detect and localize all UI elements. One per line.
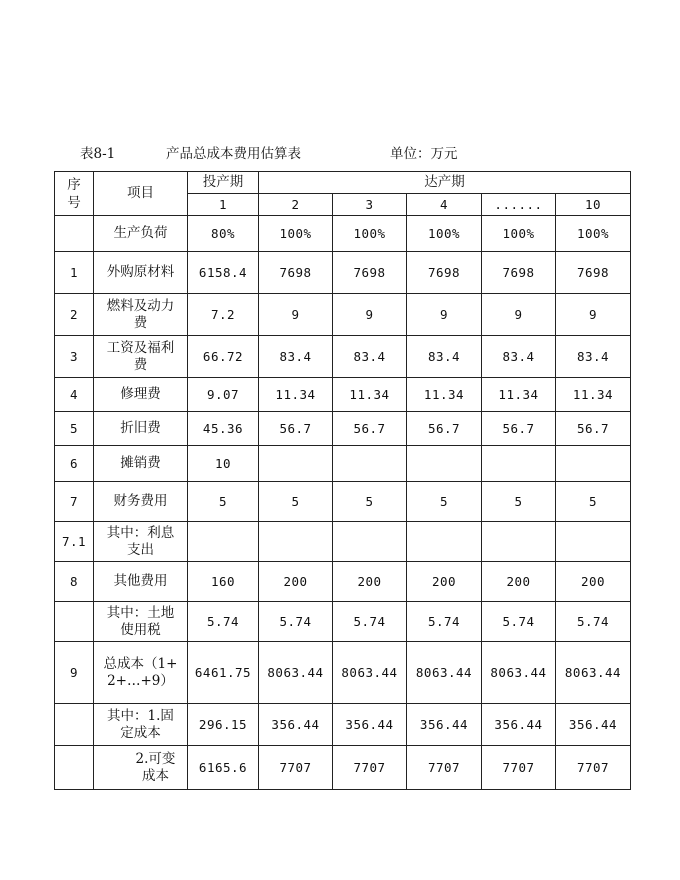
value-cell: 6165.6 bbox=[188, 746, 259, 790]
value-cell: 7698 bbox=[482, 252, 556, 294]
value-cell: 7707 bbox=[407, 746, 482, 790]
value-cell bbox=[333, 446, 407, 482]
value-cell: 5.74 bbox=[333, 602, 407, 642]
row-item: 生产负荷 bbox=[94, 216, 188, 252]
table-row bbox=[55, 252, 631, 294]
value-cell: 6461.75 bbox=[188, 642, 259, 704]
value-cell: 7707 bbox=[333, 746, 407, 790]
value-cell bbox=[188, 522, 259, 562]
row-item: 其中：土地使用税 bbox=[94, 602, 188, 642]
value-cell: 5.74 bbox=[407, 602, 482, 642]
value-cell: 200 bbox=[259, 562, 333, 602]
value-cell: 8063.44 bbox=[482, 642, 556, 704]
value-cell: 356.44 bbox=[259, 704, 333, 746]
row-seq: 5 bbox=[55, 412, 94, 446]
value-cell: 100% bbox=[333, 216, 407, 252]
value-cell: 8063.44 bbox=[259, 642, 333, 704]
table-row bbox=[55, 522, 631, 562]
table-row bbox=[55, 294, 631, 336]
value-cell: 7707 bbox=[259, 746, 333, 790]
table-title: 产品总成本费用估算表 bbox=[166, 146, 301, 162]
value-cell bbox=[556, 446, 631, 482]
year-cell: ...... bbox=[482, 194, 556, 216]
value-cell: 83.4 bbox=[259, 336, 333, 378]
row-item: 总成本（1+2+…+9） bbox=[94, 642, 188, 704]
row-seq: 4 bbox=[55, 378, 94, 412]
table-row bbox=[55, 216, 631, 252]
value-cell bbox=[482, 522, 556, 562]
value-cell: 5 bbox=[407, 482, 482, 522]
row-item: 燃料及动力费 bbox=[94, 294, 188, 336]
table-row bbox=[55, 602, 631, 642]
value-cell: 6158.4 bbox=[188, 252, 259, 294]
value-cell: 45.36 bbox=[188, 412, 259, 446]
value-cell: 11.34 bbox=[556, 378, 631, 412]
value-cell: 160 bbox=[188, 562, 259, 602]
value-cell: 9 bbox=[333, 294, 407, 336]
year-cell: 10 bbox=[556, 194, 631, 216]
value-cell: 11.34 bbox=[259, 378, 333, 412]
row-seq: 6 bbox=[55, 446, 94, 482]
value-cell: 83.4 bbox=[407, 336, 482, 378]
value-cell bbox=[407, 446, 482, 482]
value-cell: 9.07 bbox=[188, 378, 259, 412]
value-cell: 200 bbox=[333, 562, 407, 602]
row-seq: 7.1 bbox=[55, 522, 94, 562]
row-item: 折旧费 bbox=[94, 412, 188, 446]
row-seq bbox=[55, 704, 94, 746]
value-cell: 7698 bbox=[333, 252, 407, 294]
value-cell: 5.74 bbox=[556, 602, 631, 642]
row-seq bbox=[55, 746, 94, 790]
value-cell: 5 bbox=[333, 482, 407, 522]
value-cell bbox=[556, 522, 631, 562]
value-cell: 10 bbox=[188, 446, 259, 482]
header-phase-full: 达产期 bbox=[259, 172, 631, 194]
year-cell: 3 bbox=[333, 194, 407, 216]
value-cell: 7707 bbox=[556, 746, 631, 790]
value-cell: 5.74 bbox=[482, 602, 556, 642]
table-row bbox=[55, 378, 631, 412]
value-cell: 7707 bbox=[482, 746, 556, 790]
row-seq bbox=[55, 216, 94, 252]
value-cell: 83.4 bbox=[482, 336, 556, 378]
row-seq: 8 bbox=[55, 562, 94, 602]
value-cell: 7698 bbox=[407, 252, 482, 294]
row-item: 其中：1.固定成本 bbox=[94, 704, 188, 746]
table-row bbox=[55, 746, 631, 790]
value-cell: 83.4 bbox=[556, 336, 631, 378]
row-item: 财务费用 bbox=[94, 482, 188, 522]
value-cell: 200 bbox=[407, 562, 482, 602]
value-cell: 356.44 bbox=[482, 704, 556, 746]
value-cell: 200 bbox=[556, 562, 631, 602]
value-cell bbox=[259, 522, 333, 562]
value-cell bbox=[407, 522, 482, 562]
value-cell: 5 bbox=[259, 482, 333, 522]
row-item: 2.可变成本 bbox=[94, 746, 188, 790]
row-seq: 2 bbox=[55, 294, 94, 336]
row-seq: 3 bbox=[55, 336, 94, 378]
table-row bbox=[55, 482, 631, 522]
row-item: 其他费用 bbox=[94, 562, 188, 602]
table-row bbox=[55, 642, 631, 704]
value-cell: 8063.44 bbox=[556, 642, 631, 704]
value-cell: 5.74 bbox=[259, 602, 333, 642]
row-item: 其中：利息支出 bbox=[94, 522, 188, 562]
row-seq: 1 bbox=[55, 252, 94, 294]
value-cell: 100% bbox=[482, 216, 556, 252]
value-cell: 5 bbox=[188, 482, 259, 522]
value-cell: 83.4 bbox=[333, 336, 407, 378]
value-cell: 80% bbox=[188, 216, 259, 252]
value-cell: 66.72 bbox=[188, 336, 259, 378]
value-cell: 11.34 bbox=[333, 378, 407, 412]
value-cell: 100% bbox=[259, 216, 333, 252]
value-cell bbox=[259, 446, 333, 482]
value-cell: 9 bbox=[482, 294, 556, 336]
value-cell: 9 bbox=[556, 294, 631, 336]
value-cell bbox=[333, 522, 407, 562]
value-cell: 5 bbox=[556, 482, 631, 522]
value-cell bbox=[482, 446, 556, 482]
value-cell: 356.44 bbox=[556, 704, 631, 746]
table-row bbox=[55, 336, 631, 378]
row-item: 外购原材料 bbox=[94, 252, 188, 294]
value-cell: 296.15 bbox=[188, 704, 259, 746]
value-cell: 7.2 bbox=[188, 294, 259, 336]
value-cell: 8063.44 bbox=[407, 642, 482, 704]
value-cell: 200 bbox=[482, 562, 556, 602]
year-cell: 1 bbox=[188, 194, 259, 216]
value-cell: 56.7 bbox=[482, 412, 556, 446]
value-cell: 11.34 bbox=[407, 378, 482, 412]
header-seq: 序号 bbox=[55, 172, 94, 216]
value-cell: 9 bbox=[259, 294, 333, 336]
table-row bbox=[55, 412, 631, 446]
value-cell: 100% bbox=[407, 216, 482, 252]
row-seq: 9 bbox=[55, 642, 94, 704]
header-item: 项目 bbox=[94, 172, 188, 216]
value-cell: 356.44 bbox=[333, 704, 407, 746]
table-row bbox=[55, 446, 631, 482]
table-number: 表8-1 bbox=[80, 146, 116, 162]
row-seq bbox=[55, 602, 94, 642]
value-cell: 7698 bbox=[556, 252, 631, 294]
value-cell: 9 bbox=[407, 294, 482, 336]
year-cell: 4 bbox=[407, 194, 482, 216]
table-row bbox=[55, 562, 631, 602]
value-cell: 100% bbox=[556, 216, 631, 252]
cost-estimate-table bbox=[54, 171, 631, 790]
value-cell: 56.7 bbox=[259, 412, 333, 446]
value-cell: 56.7 bbox=[407, 412, 482, 446]
row-item: 工资及福利费 bbox=[94, 336, 188, 378]
row-seq: 7 bbox=[55, 482, 94, 522]
value-cell: 5.74 bbox=[188, 602, 259, 642]
unit-label: 单位：万元 bbox=[390, 146, 458, 162]
row-item: 修理费 bbox=[94, 378, 188, 412]
value-cell: 56.7 bbox=[333, 412, 407, 446]
value-cell: 356.44 bbox=[407, 704, 482, 746]
header-phase-trial: 投产期 bbox=[188, 172, 259, 194]
value-cell: 8063.44 bbox=[333, 642, 407, 704]
value-cell: 5 bbox=[482, 482, 556, 522]
table-row bbox=[55, 704, 631, 746]
value-cell: 7698 bbox=[259, 252, 333, 294]
year-cell: 2 bbox=[259, 194, 333, 216]
value-cell: 56.7 bbox=[556, 412, 631, 446]
row-item: 摊销费 bbox=[94, 446, 188, 482]
value-cell: 11.34 bbox=[482, 378, 556, 412]
